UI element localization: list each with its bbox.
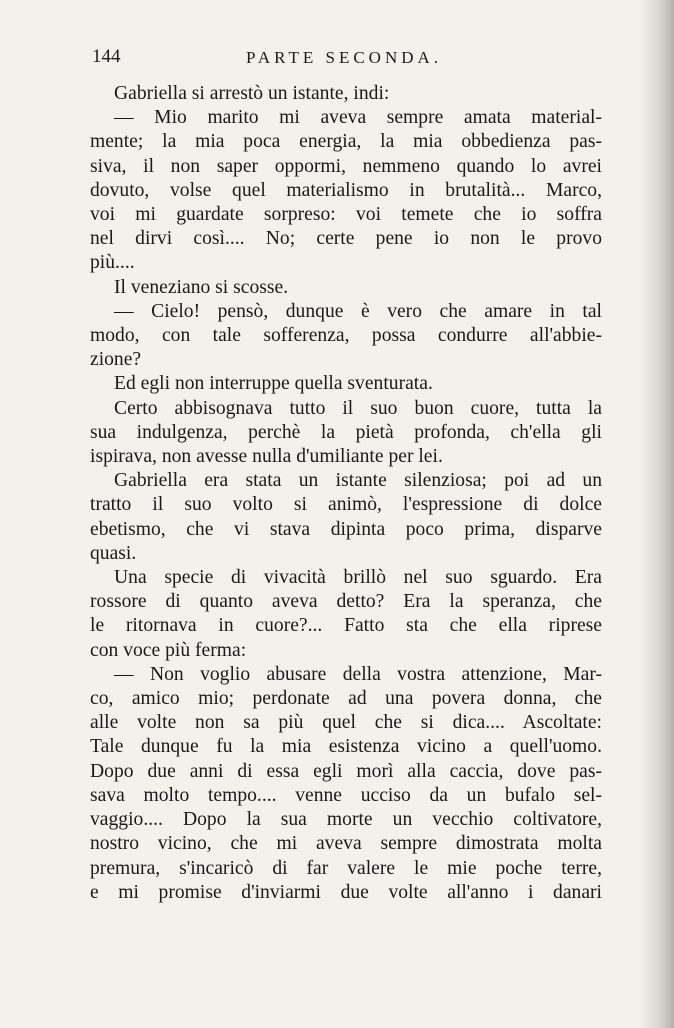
page-number: 144 [92,46,121,67]
text-line: Gabriella si arrestò un istante, indi: [114,83,390,104]
body-text [90,82,602,905]
text-line: alle volte non sa più quel che si dica.... Ascoltate: [90,712,602,734]
text-line: ispirava, non avesse nulla d'umiliante per lei. [90,446,443,468]
text-line: siva, il non saper oppormi, nemmeno quando lo avrei [90,155,602,177]
page-header [92,46,604,74]
text-line: e mi promise d'inviarmi due volte all'anno i danari [90,881,602,903]
text-line: Certo abbisognava tutto il suo buon cuore, tutta la [114,397,602,419]
text-line: — Mio marito mi aveva sempre amata material- [114,107,602,129]
text-line: Ed egli non interruppe quella sventurata. [114,373,433,395]
running-title: PARTE SECONDA. [246,48,443,67]
text-line: voi mi guardate sorpreso: voi temete che io soffra [90,204,602,226]
text-line: Il veneziano si scosse. [114,276,289,298]
text-line: vaggio.... Dopo la sua morte un vecchio coltivatore, [90,809,602,831]
text-line: Gabriella era stata un istante silenziosa; poi ad un [114,470,602,492]
text-line: Tale dunque fu la mia esistenza vicino a quell'uomo. [90,736,602,758]
text-line: le ritornava in cuore?... Fatto sta che ella riprese [90,615,602,637]
text-line: più.... [90,252,135,274]
text-line: modo, con tale sofferenza, possa condurre all'abbie- [90,325,602,347]
text-line: quasi. [90,542,137,564]
text-line: ebetismo, che vi stava dipinta poco prima, disparve [90,518,602,540]
text-line: premura, s'incaricò di far valere le mie poche terre, [90,857,602,879]
text-line: tratto il suo volto si animò, l'espressione di dolce [90,494,602,516]
text-line: rossore di quanto aveva detto? Era la speranza, che [90,591,602,613]
text-line: mente; la mia poca energia, la mia obbedienza pas- [90,131,602,153]
text-line: sua indulgenza, perchè la pietà profonda, ch'ella gli [90,421,602,443]
text-line: dovuto, volse quel materialismo in brutalità... Marco, [90,179,602,201]
text-line: Dopo due anni di essa egli morì alla caccia, dove pas- [90,760,602,782]
text-line: con voce più ferma: [90,639,247,661]
text-line: co, amico mio; perdonate ad una povera donna, che [90,688,602,710]
text-line: Una specie di vivacità brillò nel suo sguardo. Era [114,567,602,589]
text-line: sava molto tempo.... venne ucciso da un bufalo sel- [90,784,602,806]
text-line: nel dirvi così.... No; certe pene io non le provo [90,228,602,250]
text-line: — Non voglio abusare della vostra attenzione, Mar- [114,663,602,685]
text-line: nostro vicino, che mi aveva sempre dimostrata molta [90,833,602,855]
text-line: zione? [90,349,142,371]
text-line: — Cielo! pensò, dunque è vero che amare in tal [114,300,602,322]
